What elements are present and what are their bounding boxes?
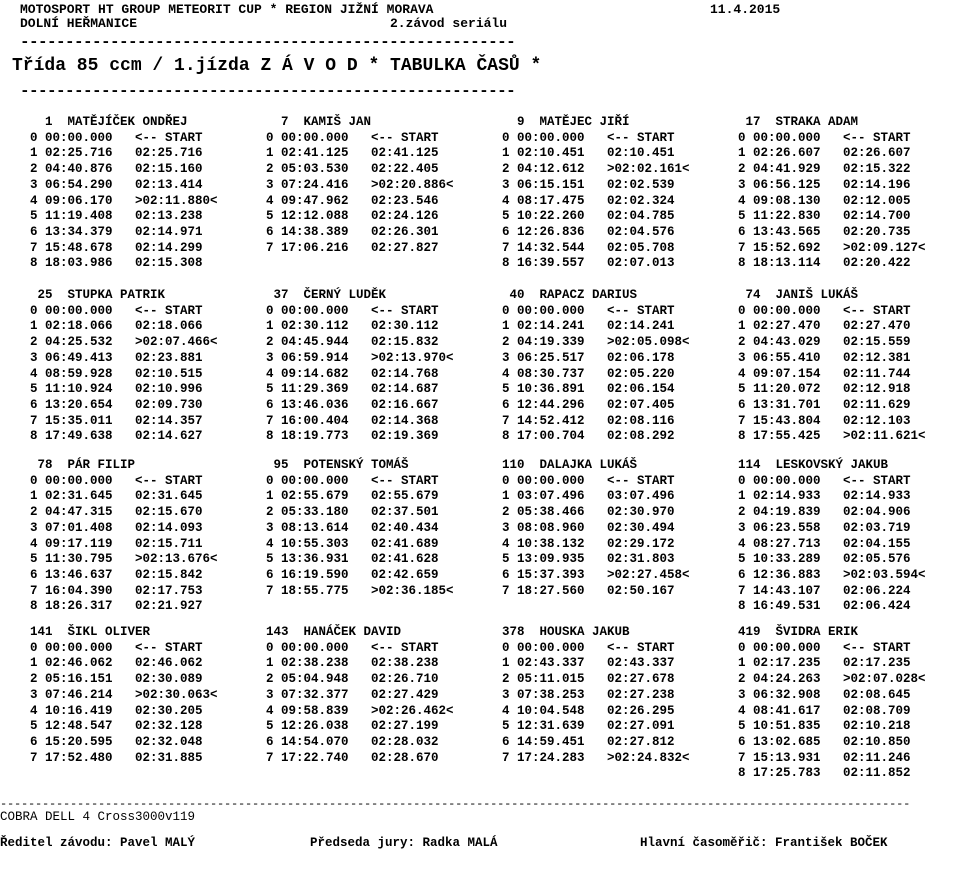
event-location: DOLNÍ HEŘMANICE (20, 16, 138, 31)
lap-row: 0 00:00.000 <-- START (502, 130, 675, 145)
lap-row: 3 06:23.558 02:03.719 (738, 520, 911, 535)
lap-row: 6 12:44.296 02:07.405 (502, 397, 675, 412)
lap-row: 0 00:00.000 <-- START (502, 473, 675, 488)
lap-row: 4 10:04.548 02:26.295 (502, 703, 675, 718)
lap-row: 6 12:36.883 >02:03.594< (738, 567, 926, 582)
lap-row: 4 10:16.419 02:30.205 (30, 703, 203, 718)
lap-row: 6 15:37.393 >02:27.458< (502, 567, 690, 582)
lap-row: 2 04:43.029 02:15.559 (738, 335, 911, 350)
lap-row: 6 13:34.379 02:14.971 (30, 224, 203, 239)
rider-header: 95 POTENSKÝ TOMÁŠ (266, 458, 409, 472)
lap-row: 7 16:04.390 02:17.753 (30, 583, 203, 598)
lap-row: 0 00:00.000 <-- START (502, 640, 675, 655)
lap-row: 6 13:02.685 02:10.850 (738, 734, 911, 749)
lap-row: 5 11:20.072 02:12.918 (738, 382, 911, 397)
rider-block (30, 458, 270, 615)
lap-row: 5 10:36.891 02:06.154 (502, 382, 675, 397)
rider-block (30, 288, 270, 445)
lap-row: 3 06:32.908 02:08.645 (738, 687, 911, 702)
lap-row: 0 00:00.000 <-- START (738, 130, 911, 145)
lap-row: 7 16:00.404 02:14.368 (266, 413, 439, 428)
event-title: MOTOSPORT HT GROUP METEORIT CUP * REGION JIŽNÍ MORAVA (20, 2, 434, 17)
lap-row: 5 11:19.408 02:13.238 (30, 209, 203, 224)
lap-row: 3 06:25.517 02:06.178 (502, 350, 675, 365)
lap-row: 8 18:13.114 02:20.422 (738, 256, 911, 271)
event-date: 11.4.2015 (710, 2, 781, 17)
header-rule-bottom: ------------------------------------------------------- (20, 83, 516, 99)
lap-row: 0 00:00.000 <-- START (266, 473, 439, 488)
rider-block (502, 115, 742, 272)
lap-row: 4 09:07.154 02:11.744 (738, 366, 911, 381)
lap-row: 4 08:17.475 02:02.324 (502, 193, 675, 208)
rider-block (266, 288, 506, 445)
lap-row: 4 08:59.928 02:10.515 (30, 366, 203, 381)
rider-header: 143 HANÁČEK DAVID (266, 625, 402, 639)
lap-row: 6 15:20.595 02:32.048 (30, 734, 203, 749)
lap-row: 1 02:27.470 02:27.470 (738, 319, 911, 334)
lap-row: 3 07:38.253 02:27.238 (502, 687, 675, 702)
rider-header: 1 MATĚJÍČEK ONDŘEJ (30, 115, 188, 129)
lap-row: 0 00:00.000 <-- START (30, 303, 203, 318)
lap-row: 4 10:38.132 02:29.172 (502, 536, 675, 551)
lap-row: 2 04:40.876 02:15.160 (30, 162, 203, 177)
lap-row: 8 17:55.425 >02:11.621< (738, 429, 926, 444)
lap-row: 3 06:59.914 >02:13.970< (266, 350, 454, 365)
lap-row: 3 07:01.408 02:14.093 (30, 520, 203, 535)
lap-row: 3 08:08.960 02:30.494 (502, 520, 675, 535)
lap-row: 2 05:33.180 02:37.501 (266, 505, 439, 520)
lap-row: 3 06:49.413 02:23.881 (30, 350, 203, 365)
lap-row: 8 16:49.531 02:06.424 (738, 599, 911, 614)
header-rule-top: ------------------------------------------------------- (20, 34, 516, 50)
rider-header: 110 DALAJKA LUKÁŠ (502, 458, 638, 472)
lap-row: 8 16:39.557 02:07.013 (502, 256, 675, 271)
lap-row: 1 02:55.679 02:55.679 (266, 489, 439, 504)
race-director: Ředitel závodu: Pavel MALÝ (0, 836, 196, 850)
lap-row: 2 05:11.015 02:27.678 (502, 672, 675, 687)
lap-row: 5 11:22.830 02:14.700 (738, 209, 911, 224)
lap-row: 6 13:20.654 02:09.730 (30, 397, 203, 412)
lap-row: 7 17:22.740 02:28.670 (266, 750, 439, 765)
rider-block (266, 625, 506, 766)
lap-row: 1 02:38.238 02:38.238 (266, 656, 439, 671)
rider-header: 9 MATĚJEC JIŘÍ (502, 115, 630, 129)
lap-row: 6 13:46.637 02:15.842 (30, 567, 203, 582)
series-round: 2.závod seriálu (390, 16, 508, 31)
footer-rule: ---------------------------------------------------------------------------------------------------------------------------------- (0, 797, 911, 811)
lap-row: 1 02:41.125 02:41.125 (266, 146, 439, 161)
lap-row: 0 00:00.000 <-- START (266, 303, 439, 318)
lap-row: 5 12:48.547 02:32.128 (30, 719, 203, 734)
rider-block (266, 458, 506, 599)
lap-row: 6 14:54.070 02:28.032 (266, 734, 439, 749)
lap-row: 2 04:41.929 02:15.322 (738, 162, 911, 177)
lap-row: 7 15:48.678 02:14.299 (30, 240, 203, 255)
lap-row: 1 02:26.607 02:26.607 (738, 146, 911, 161)
lap-row: 1 02:14.933 02:14.933 (738, 489, 911, 504)
rider-block (738, 458, 960, 615)
lap-row: 6 14:59.451 02:27.812 (502, 734, 675, 749)
lap-row: 2 05:03.530 02:22.405 (266, 162, 439, 177)
lap-row: 4 08:30.737 02:05.220 (502, 366, 675, 381)
lap-row: 2 04:47.315 02:15.670 (30, 505, 203, 520)
lap-row: 7 18:27.560 02:50.167 (502, 583, 675, 598)
lap-row: 4 10:55.303 02:41.689 (266, 536, 439, 551)
lap-row: 0 00:00.000 <-- START (502, 303, 675, 318)
lap-row: 2 04:45.944 02:15.832 (266, 335, 439, 350)
lap-row: 2 05:38.466 02:30.970 (502, 505, 675, 520)
lap-row: 3 06:54.290 02:13.414 (30, 177, 203, 192)
lap-row: 7 14:43.107 02:06.224 (738, 583, 911, 598)
lap-row: 3 07:46.214 >02:30.063< (30, 687, 218, 702)
rider-block (502, 458, 742, 599)
lap-row: 3 08:13.614 02:40.434 (266, 520, 439, 535)
chief-timekeeper: Hlavní časoměřič: František BOČEK (640, 836, 888, 850)
rider-header: 378 HOUSKA JAKUB (502, 625, 630, 639)
lap-row: 1 02:10.451 02:10.451 (502, 146, 675, 161)
lap-row: 5 12:12.088 02:24.126 (266, 209, 439, 224)
timing-device: COBRA DELL 4 Cross3000v119 (0, 810, 196, 824)
lap-row: 4 09:17.119 02:15.711 (30, 536, 203, 551)
rider-header: 40 RAPACZ DARIUS (502, 288, 638, 302)
lap-row: 2 04:19.339 >02:05.098< (502, 335, 690, 350)
lap-row: 1 02:25.716 02:25.716 (30, 146, 203, 161)
lap-row: 4 08:41.617 02:08.709 (738, 703, 911, 718)
lap-row: 5 10:51.835 02:10.218 (738, 719, 911, 734)
lap-row: 7 17:24.283 >02:24.832< (502, 750, 690, 765)
rider-header: 37 ČERNÝ LUDĚK (266, 288, 387, 302)
jury-chair: Předseda jury: Radka MALÁ (310, 836, 498, 850)
rider-block (738, 288, 960, 445)
lap-row: 1 02:43.337 02:43.337 (502, 656, 675, 671)
rider-block (30, 115, 270, 272)
lap-row: 0 00:00.000 <-- START (738, 473, 911, 488)
lap-row: 3 07:24.416 >02:20.886< (266, 177, 454, 192)
lap-row: 8 17:49.638 02:14.627 (30, 429, 203, 444)
lap-row: 8 18:03.986 02:15.308 (30, 256, 203, 271)
lap-row: 2 04:25.532 >02:07.466< (30, 335, 218, 350)
rider-header: 141 ŠIKL OLIVER (30, 625, 151, 639)
rider-block (266, 115, 506, 256)
lap-row: 3 06:15.151 02:02.539 (502, 177, 675, 192)
rider-block (30, 625, 270, 766)
rider-block (738, 115, 960, 272)
lap-row: 0 00:00.000 <-- START (30, 473, 203, 488)
lap-row: 7 15:35.011 02:14.357 (30, 413, 203, 428)
lap-row: 6 14:38.389 02:26.301 (266, 224, 439, 239)
lap-row: 0 00:00.000 <-- START (266, 640, 439, 655)
lap-row: 8 18:19.773 02:19.369 (266, 429, 439, 444)
lap-row: 2 05:04.948 02:26.710 (266, 672, 439, 687)
rider-header: 419 ŠVIDRA ERIK (738, 625, 859, 639)
lap-row: 1 02:30.112 02:30.112 (266, 319, 439, 334)
lap-row: 6 16:19.590 02:42.659 (266, 567, 439, 582)
rider-header: 17 STRAKA ADAM (738, 115, 859, 129)
lap-row: 0 00:00.000 <-- START (738, 303, 911, 318)
lap-row: 7 17:06.216 02:27.827 (266, 240, 439, 255)
lap-row: 4 09:06.170 >02:11.880< (30, 193, 218, 208)
lap-row: 8 18:26.317 02:21.927 (30, 599, 203, 614)
lap-row: 7 15:13.931 02:11.246 (738, 750, 911, 765)
lap-row: 7 17:52.480 02:31.885 (30, 750, 203, 765)
lap-row: 5 13:36.931 02:41.628 (266, 552, 439, 567)
lap-row: 1 02:31.645 02:31.645 (30, 489, 203, 504)
lap-row: 0 00:00.000 <-- START (738, 640, 911, 655)
rider-header: 25 STUPKA PATRIK (30, 288, 166, 302)
rider-block (502, 625, 742, 766)
lap-row: 6 13:46.036 02:16.667 (266, 397, 439, 412)
lap-row: 1 02:46.062 02:46.062 (30, 656, 203, 671)
lap-row: 1 02:14.241 02:14.241 (502, 319, 675, 334)
lap-row: 7 18:55.775 >02:36.185< (266, 583, 454, 598)
rider-header: 74 JANIŠ LUKÁŠ (738, 288, 859, 302)
lap-row: 8 17:25.783 02:11.852 (738, 766, 911, 781)
lap-row: 7 14:32.544 02:05.708 (502, 240, 675, 255)
lap-row: 3 07:32.377 02:27.429 (266, 687, 439, 702)
lap-row: 3 06:55.410 02:12.381 (738, 350, 911, 365)
lap-row: 5 11:30.795 >02:13.676< (30, 552, 218, 567)
lap-row: 1 02:17.235 02:17.235 (738, 656, 911, 671)
lap-row: 4 09:08.130 02:12.005 (738, 193, 911, 208)
lap-row: 2 04:19.839 02:04.906 (738, 505, 911, 520)
lap-row: 4 09:58.839 >02:26.462< (266, 703, 454, 718)
lap-row: 7 14:52.412 02:08.116 (502, 413, 675, 428)
lap-row: 3 06:56.125 02:14.196 (738, 177, 911, 192)
lap-row: 0 00:00.000 <-- START (30, 640, 203, 655)
lap-row: 6 13:31.701 02:11.629 (738, 397, 911, 412)
lap-row: 6 13:43.565 02:20.735 (738, 224, 911, 239)
lap-row: 4 09:47.962 02:23.546 (266, 193, 439, 208)
lap-row: 5 10:33.289 02:05.576 (738, 552, 911, 567)
lap-row: 1 03:07.496 03:07.496 (502, 489, 675, 504)
rider-header: 114 LESKOVSKÝ JAKUB (738, 458, 889, 472)
lap-row: 2 04:12.612 >02:02.161< (502, 162, 690, 177)
rider-block (738, 625, 960, 782)
page-title: Třída 85 ccm / 1.jízda Z Á V O D * TABULKA ČASŮ * (12, 56, 542, 76)
lap-row: 5 13:09.935 02:31.803 (502, 552, 675, 567)
rider-header: 7 KAMIŠ JAN (266, 115, 372, 129)
officials (0, 836, 960, 892)
lap-row: 5 12:31.639 02:27.091 (502, 719, 675, 734)
lap-row: 2 04:24.263 >02:07.028< (738, 672, 926, 687)
lap-row: 5 12:26.038 02:27.199 (266, 719, 439, 734)
lap-row: 6 12:26.836 02:04.576 (502, 224, 675, 239)
lap-row: 1 02:18.066 02:18.066 (30, 319, 203, 334)
lap-row: 5 11:10.924 02:10.996 (30, 382, 203, 397)
lap-row: 7 15:43.804 02:12.103 (738, 413, 911, 428)
lap-row: 8 17:00.704 02:08.292 (502, 429, 675, 444)
lap-row: 0 00:00.000 <-- START (30, 130, 203, 145)
lap-row: 5 11:29.369 02:14.687 (266, 382, 439, 397)
lap-row: 0 00:00.000 <-- START (266, 130, 439, 145)
lap-row: 5 10:22.260 02:04.785 (502, 209, 675, 224)
lap-row: 2 05:16.151 02:30.089 (30, 672, 203, 687)
rider-block (502, 288, 742, 445)
lap-row: 7 15:52.692 >02:09.127< (738, 240, 926, 255)
lap-row: 4 09:14.682 02:14.768 (266, 366, 439, 381)
rider-header: 78 PÁR FILIP (30, 458, 136, 472)
lap-row: 4 08:27.713 02:04.155 (738, 536, 911, 551)
